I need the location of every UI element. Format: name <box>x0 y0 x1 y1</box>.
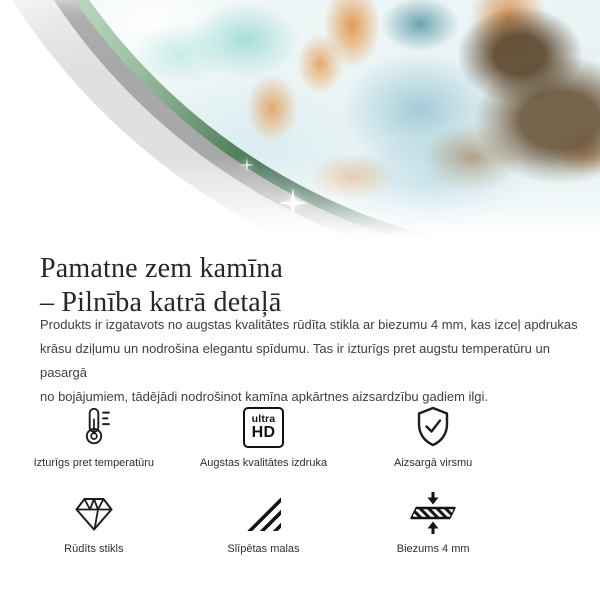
beveled-edge-icon <box>245 495 281 531</box>
description-line: Produkts ir izgatavots no augstas kvalitātes rūdīta stikla ar biezumu 4 mm, kas izceļ apdrukas <box>40 317 578 332</box>
features-grid <box>9 403 518 555</box>
page-title <box>40 252 283 320</box>
feature-item-tempered-glass <box>9 489 179 555</box>
description-line: krāsu dziļumu un nodrošina elegantu spīdumu. Tas ir izturīgs pret augstu temperatūru un pasargā <box>40 341 550 380</box>
ultra-hd-icon-text-top: ultra <box>251 413 276 425</box>
thermometer-icon <box>71 404 117 450</box>
feature-label: Izturīgs pret temperatūru <box>33 457 155 469</box>
ultra-hd-icon-text-bottom: HD <box>251 424 276 441</box>
feature-item-print-quality <box>179 403 349 469</box>
photo-bottom-fade <box>0 158 600 240</box>
diamond-icon <box>70 491 118 535</box>
product-description <box>40 313 596 409</box>
product-photo <box>0 0 600 240</box>
feature-item-protects-surface <box>348 403 518 469</box>
shield-check-icon <box>411 404 455 450</box>
feature-label: Aizsargā virsmu <box>394 457 473 469</box>
feature-label: Rūdīts stikls <box>64 543 124 555</box>
feature-label: Biezums 4 mm <box>396 543 470 555</box>
feature-label: Slīpētas malas <box>227 543 300 555</box>
feature-label: Augstas kvalitātes izdruka <box>199 457 328 469</box>
feature-item-thickness <box>348 489 518 555</box>
thickness-icon <box>409 491 457 535</box>
ultra-hd-icon <box>243 407 284 448</box>
page-title-line2: – Pilnība katrā detaļā <box>40 286 282 318</box>
page-title-line1: Pamatne zem kamīna <box>40 252 284 284</box>
feature-item-temperature <box>9 403 179 469</box>
feature-item-polished-edges <box>179 489 349 555</box>
description-line: no bojājumiem, tādējādi nodrošinot kamīna apkārtnes aizsardzību gadiem ilgi. <box>40 389 489 404</box>
